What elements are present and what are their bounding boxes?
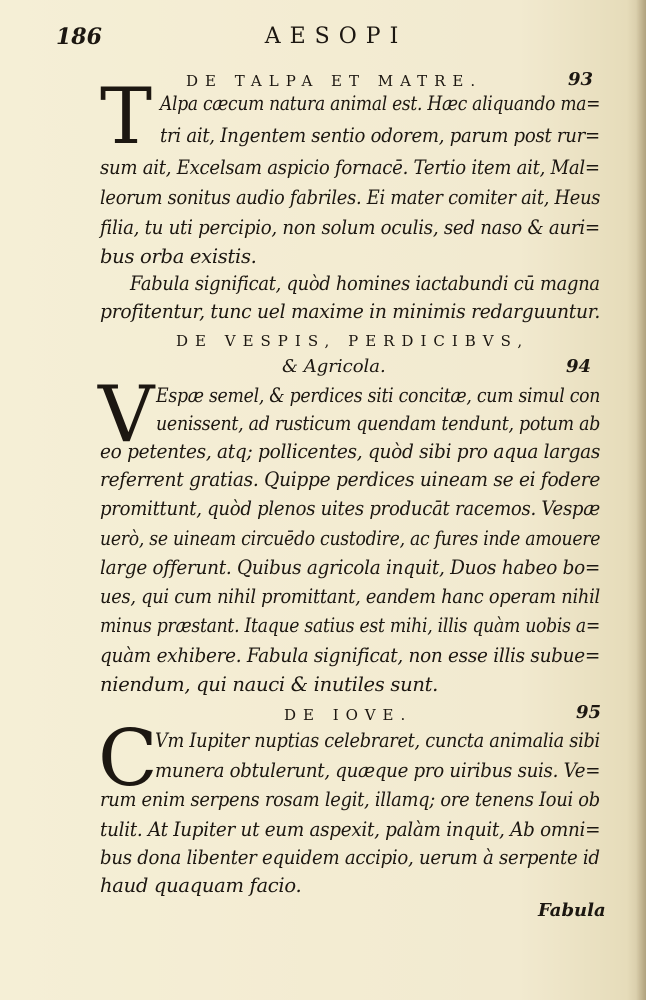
running-title: AESOPI: [264, 24, 408, 49]
text-line: eo petentes, atq; pollicentes, quòd sibi pro aqua largas: [100, 440, 601, 463]
text-line: referrent gratias. Quippe perdices uineam se ei fodere: [100, 468, 601, 491]
drop-cap: T: [100, 72, 153, 162]
text-line: profitentur, tunc uel maxime in minimis redarguuntur.: [100, 300, 601, 323]
drop-cap: C: [98, 714, 158, 804]
page-header: [56, 24, 616, 54]
text-line: Espæ semel, & perdices siti concitæ, cum simul con: [156, 384, 601, 407]
text-line: leorum sonitus audio fabriles. Ei mater comiter ait, Heus: [100, 186, 601, 209]
drop-cap: V: [98, 370, 155, 460]
text-line: rum enim serpens rosam legit, illamq; ore tenens Ioui ob: [100, 788, 600, 811]
text-line: bus dona libenter equidem accipio, uerum à serpente id: [100, 846, 600, 869]
fable-number: 95: [576, 702, 602, 723]
text-line: uenissent, ad rusticum quendam tendunt, potum ab: [156, 412, 601, 435]
fable-number: 94: [566, 356, 592, 377]
text-line: Fabula significat, quòd homines iactabundi cū magna: [130, 272, 600, 295]
text-line: tulit. At Iupiter ut eum aspexit, palàm inquit, Ab omni=: [100, 818, 601, 841]
text-line: Vm Iupiter nuptias celebraret, cuncta animalia sibi: [155, 729, 600, 752]
text-line: uerò, se uineam circuēdo custodire, ac fures inde amouere: [100, 527, 601, 550]
page-number: 186: [56, 24, 102, 50]
text-line: Alpa cæcum natura animal est. Hæc aliquando ma=: [160, 92, 601, 115]
text-line: bus orba existis.: [100, 245, 257, 268]
text-line: promittunt, quòd plenos uites producāt racemos. Vespæ: [100, 497, 600, 520]
fable-title: DE IOVE.: [284, 706, 413, 724]
text-line: tri ait, Ingentem sentio odorem, parum post rur=: [160, 124, 600, 147]
text-line: munera obtulerunt, quæque pro uiribus suis. Ve=: [155, 759, 601, 782]
text-line: quàm exhibere. Fabula significat, non esse illis subue=: [100, 644, 601, 667]
text-line: haud quaquam facio.: [100, 874, 302, 897]
text-line: ues, qui cum nihil promittant, eandem hanc operam nihil: [100, 585, 600, 608]
text-line: large offerunt. Quibus agricola inquit, Duos habeo bo=: [100, 556, 601, 579]
text-line: niendum, qui nauci & inutiles sunt.: [100, 673, 439, 696]
fable-number: 93: [568, 69, 594, 90]
catchword: Fabula: [538, 900, 606, 921]
text-line: sum ait, Excelsam aspicio fornacē. Tertio item ait, Mal=: [100, 156, 600, 179]
fable-title-continued: & Agricola.: [282, 356, 386, 377]
text-line: minus præstant. Itaque satius est mihi, illis quàm uobis a=: [100, 614, 601, 637]
fable-title: DE TALPA ET MATRE.: [186, 72, 483, 90]
page-edge-shadow: [636, 0, 646, 1000]
fable-title: DE VESPIS, PERDICIBVS,: [176, 332, 530, 350]
text-line: filia, tu uti percipio, non solum oculis, sed naso & auri=: [100, 216, 600, 239]
